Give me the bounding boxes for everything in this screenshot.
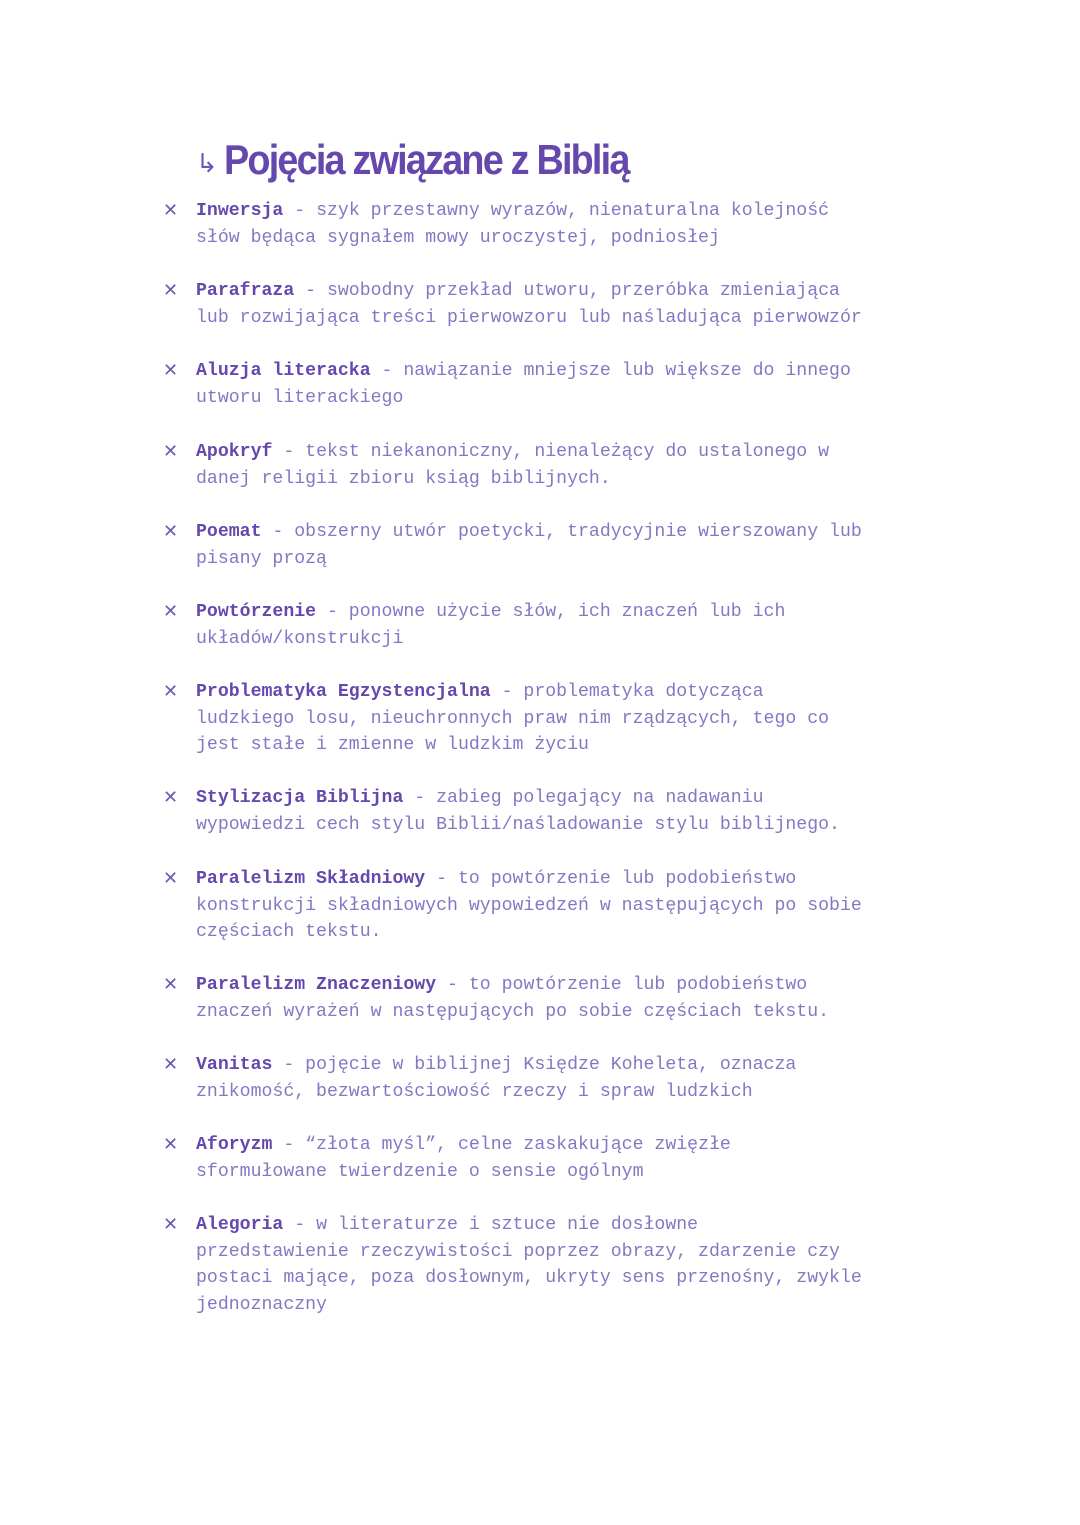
definition-term: Paralelizm Znaczeniowy bbox=[196, 975, 437, 995]
definition-term: Stylizacja Biblijna bbox=[196, 788, 404, 808]
definition-term: Apokryf bbox=[196, 442, 273, 462]
definition-text: - nawiązanie mniejsze lub większe do innego bbox=[370, 361, 851, 381]
definition-text-continued: przedstawienie rzeczywistości poprzez obrazy, zdarzenie czy postaci mające, poza dosłownym, ukryty sens przenośny, zwykle jednoznaczny bbox=[196, 1241, 862, 1315]
definition-item bbox=[163, 1052, 963, 1105]
definition-text: - tekst niekanoniczny, nienależący do ustalonego w bbox=[272, 442, 830, 462]
definition-item bbox=[163, 198, 963, 251]
definition-term: Alegoria bbox=[196, 1215, 284, 1235]
definition-item bbox=[163, 358, 963, 411]
definition-term: Paralelizm Składniowy bbox=[196, 869, 426, 889]
definition-text: - pojęcie w biblijnej Księdze Koheleta, oznacza bbox=[272, 1055, 797, 1075]
cross-icon: ✕ bbox=[163, 1134, 179, 1155]
cross-icon: ✕ bbox=[163, 601, 179, 622]
cross-icon: ✕ bbox=[163, 974, 179, 995]
definition-item bbox=[163, 439, 963, 492]
definition-term: Aforyzm bbox=[196, 1135, 273, 1155]
cross-icon: ✕ bbox=[163, 360, 179, 381]
definition-text: - swobodny przekład utworu, przeróbka zmieniająca bbox=[294, 281, 840, 301]
definition-term: Problematyka Egzystencjalna bbox=[196, 682, 491, 702]
cross-icon: ✕ bbox=[163, 280, 179, 301]
definition-text-continued: konstrukcji składniowych wypowiedzeń w następujących po sobie częściach tekstu. bbox=[196, 895, 862, 942]
definition-item bbox=[163, 1212, 963, 1318]
definition-text: - to powtórzenie lub podobieństwo bbox=[425, 869, 797, 889]
definition-term: Aluzja literacka bbox=[196, 361, 371, 381]
definition-item bbox=[163, 679, 963, 759]
cross-icon: ✕ bbox=[163, 521, 179, 542]
definition-text-continued: utworu literackiego bbox=[196, 387, 404, 408]
definition-item bbox=[163, 866, 963, 946]
definition-text-continued: sformułowane twierdzenie o sensie ogólnym bbox=[196, 1161, 644, 1182]
definition-text-continued: znaczeń wyrażeń w następujących po sobie częściach tekstu. bbox=[196, 1001, 830, 1022]
page-title-row bbox=[196, 136, 673, 184]
definition-item bbox=[163, 519, 963, 572]
definition-term: Poemat bbox=[196, 522, 262, 542]
page-title: Pojęcia związane z Biblią bbox=[223, 136, 629, 183]
definition-term: Powtórzenie bbox=[196, 602, 317, 622]
definition-text: - to powtórzenie lub podobieństwo bbox=[436, 975, 808, 995]
definition-text: - ponowne użycie słów, ich znaczeń lub ich bbox=[316, 602, 786, 622]
definition-item bbox=[163, 1132, 963, 1185]
definition-term: Inwersja bbox=[196, 201, 284, 221]
arrow-down-right-icon: ↳ bbox=[196, 149, 218, 179]
cross-icon: ✕ bbox=[163, 787, 179, 808]
definition-item bbox=[163, 278, 963, 331]
definition-text: - szyk przestawny wyrazów, nienaturalna kolejność bbox=[283, 201, 830, 221]
definition-text-continued: znikomość, bezwartościowość rzeczy i spraw ludzkich bbox=[196, 1081, 753, 1102]
cross-icon: ✕ bbox=[163, 868, 179, 889]
definition-text-continued: słów będąca sygnałem mowy uroczystej, podniosłej bbox=[196, 227, 720, 248]
cross-icon: ✕ bbox=[163, 200, 179, 221]
definition-item bbox=[163, 785, 963, 838]
definition-item bbox=[163, 972, 963, 1025]
definition-text: - “złota myśl”, celne zaskakujące zwięzłe bbox=[272, 1135, 731, 1155]
definition-text: - zabieg polegający na nadawaniu bbox=[403, 788, 764, 808]
definition-text-continued: danej religii zbioru ksiąg biblijnych. bbox=[196, 468, 611, 489]
definition-text: - w literaturze i sztuce nie dosłowne bbox=[283, 1215, 699, 1235]
definition-text-continued: pisany prozą bbox=[196, 548, 327, 569]
definition-text-continued: układów/konstrukcji bbox=[196, 628, 404, 649]
cross-icon: ✕ bbox=[163, 1214, 179, 1235]
definition-text: - problematyka dotycząca bbox=[490, 682, 764, 702]
definition-text-continued: lub rozwijająca treści pierwowzoru lub naśladująca pierwowzór bbox=[196, 307, 862, 328]
cross-icon: ✕ bbox=[163, 681, 179, 702]
definition-text-continued: wypowiedzi cech stylu Biblii/naśladowanie stylu biblijnego. bbox=[196, 814, 840, 835]
definition-term: Vanitas bbox=[196, 1055, 273, 1075]
definition-item bbox=[163, 599, 963, 652]
definition-term: Parafraza bbox=[196, 281, 295, 301]
definition-text: - obszerny utwór poetycki, tradycyjnie wierszowany lub bbox=[261, 522, 862, 542]
definition-text-continued: ludzkiego losu, nieuchronnych praw nim rządzących, tego co jest stałe i zmienne w ludzkim życiu bbox=[196, 708, 830, 755]
cross-icon: ✕ bbox=[163, 441, 179, 462]
cross-icon: ✕ bbox=[163, 1054, 179, 1075]
